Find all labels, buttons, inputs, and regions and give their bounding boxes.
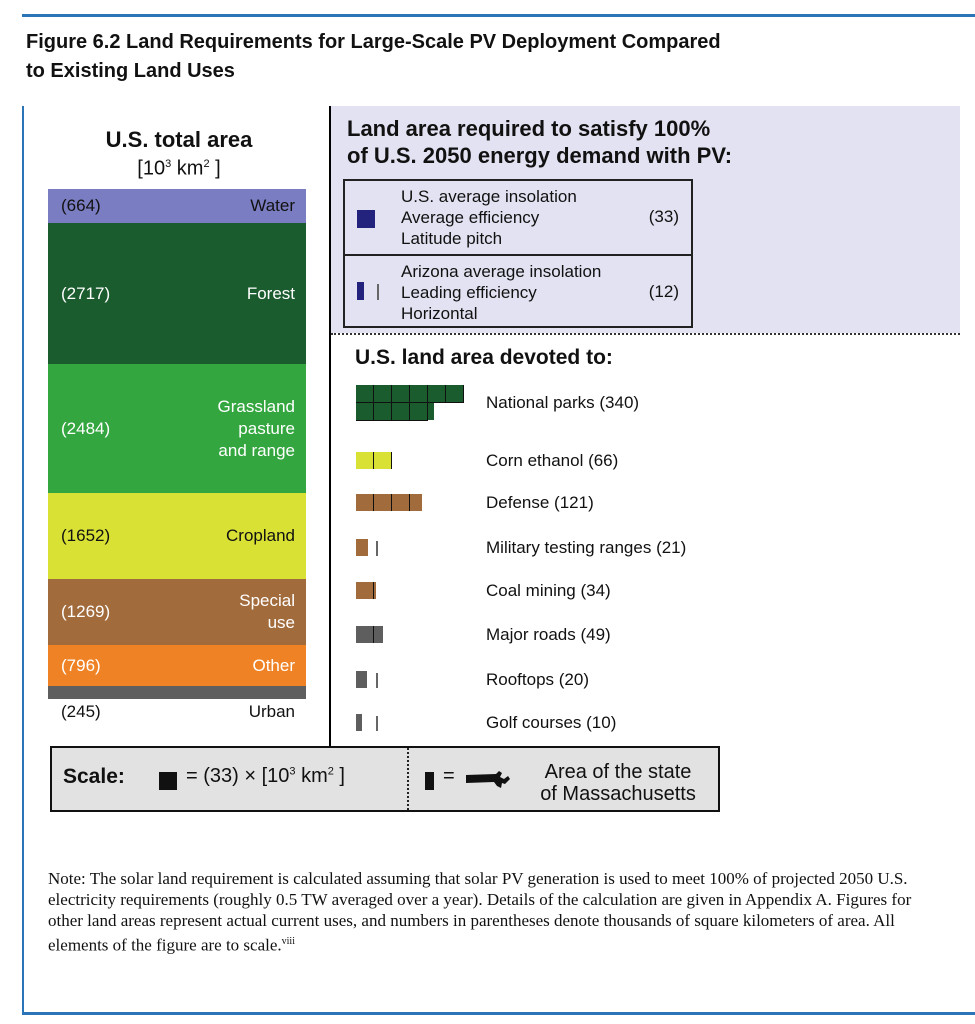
pv-scenario-line: Leading efficiency <box>401 283 537 302</box>
us-area-name-line: Forest <box>246 283 295 303</box>
pv-title-line-1: Land area required to satisfy 100% <box>347 116 711 141</box>
land-use-partial-bar <box>356 714 362 731</box>
us-area-value: (1652) <box>61 526 111 546</box>
land-use-unit-square <box>356 582 374 599</box>
us-total-area-title: U.S. total area <box>105 127 253 152</box>
land-use-label: National parks (340) <box>486 393 640 412</box>
land-use-label: Golf courses (10) <box>486 713 617 732</box>
land-use-partial-bar <box>374 626 383 643</box>
land-use-unit-square <box>356 494 374 511</box>
land-use-unit-square <box>356 385 374 403</box>
massachusetts-icon <box>464 770 512 794</box>
left-rule <box>22 106 24 1012</box>
land-use-unit-square <box>392 403 410 421</box>
us-area-name <box>130 655 295 677</box>
pv-area-sliver <box>377 284 379 300</box>
pv-area-bar <box>357 282 364 300</box>
us-area-name-line: Cropland <box>226 526 295 546</box>
us-area-segment-urban <box>48 686 306 699</box>
figure-title <box>26 28 926 86</box>
us-area-name-line: Other <box>252 655 295 675</box>
pv-scenario-line: Horizontal <box>401 304 478 323</box>
land-use-unit-square <box>392 494 410 511</box>
figure-title-line-1: Figure 6.2 Land Requirements for Large-Scale PV Deployment Compared <box>26 31 721 53</box>
figure-note <box>48 868 938 956</box>
scale-divider <box>407 748 409 810</box>
us-area-value: (796) <box>61 655 101 675</box>
us-area-name-line: use <box>267 613 295 633</box>
us-area-name-line: Water <box>250 196 295 216</box>
land-use-label: Major roads (49) <box>486 625 611 644</box>
pv-scenario-box-1 <box>343 179 693 256</box>
land-use-unit-square <box>392 385 410 403</box>
us-area-name-line: pasture <box>238 418 295 438</box>
land-use-unit-square <box>410 403 428 421</box>
land-use-label: Coal mining (34) <box>486 581 611 600</box>
land-use-unit-square <box>374 385 392 403</box>
us-area-name-line: Grassland <box>217 396 295 416</box>
top-rule <box>22 14 975 17</box>
land-use-unit-square <box>374 403 392 421</box>
us-area-name <box>130 701 295 723</box>
land-uses-title: U.S. land area devoted to: <box>355 346 613 369</box>
us-area-value: (2717) <box>61 283 111 303</box>
scale-unit-square <box>159 772 177 790</box>
us-area-value: (1269) <box>61 602 111 622</box>
pv-title-line-2: of U.S. 2050 energy demand with PV: <box>347 143 733 168</box>
us-area-name-line: Special <box>239 591 295 611</box>
us-area-value: (664) <box>61 196 101 216</box>
us-area-name-line: Urban <box>248 702 295 721</box>
pv-scenario-value: (33) <box>648 207 679 226</box>
land-use-label: Defense (121) <box>486 493 594 512</box>
pv-requirement-title <box>347 115 947 169</box>
us-area-name <box>130 195 295 217</box>
dotted-separator <box>331 333 960 335</box>
figure-title-line-2: to Existing Land Uses <box>26 60 235 82</box>
us-area-name-line: and range <box>218 440 295 460</box>
land-use-ma-sliver <box>376 541 378 556</box>
land-use-ma-sliver <box>376 716 378 731</box>
us-area-value: (2484) <box>61 418 111 438</box>
scale-ma-label <box>518 761 718 805</box>
land-use-unit-square <box>410 385 428 403</box>
land-use-ma-sliver <box>376 673 378 688</box>
land-use-unit-square <box>356 452 374 469</box>
land-use-unit-square <box>374 452 392 469</box>
land-use-unit-square <box>356 403 374 421</box>
scale-equation: = $(33) \times [10^3$ $km^2$ ] <box>186 765 345 787</box>
us-area-name <box>130 590 295 634</box>
land-use-partial-bar <box>410 494 422 511</box>
scale-ma-bar <box>425 772 434 790</box>
pv-area-square <box>357 210 375 228</box>
us-area-name <box>130 283 295 305</box>
pv-scenario-line: Arizona average insolation <box>401 262 602 281</box>
note-text: Note: The solar land requirement is calculated assuming that solar PV generation is used to meet 100% of projected 2050 U.S. electricity requirements (roughly 0.5 TW averaged over a year). Details of the calculation are given in Appendix A. Figures for other land areas represent actual current uses, and numbers in parentheses denote thousands of square kilometers of area. All elements of the figure are to scale. <box>48 869 912 955</box>
pv-scenario-line: Latitude pitch <box>401 229 503 248</box>
land-use-unit-square <box>356 626 374 643</box>
pv-scenario-box-2 <box>343 254 693 328</box>
ma-line-1: Area of the state <box>544 761 692 783</box>
land-use-label: Military testing ranges (21) <box>486 538 687 557</box>
land-use-label: Rooftops (20) <box>486 670 589 689</box>
us-total-area-unit: [$10^3$ $km^2$ ] <box>137 157 221 180</box>
land-use-label: Corn ethanol (66) <box>486 451 619 470</box>
ma-line-2: of Massachusetts <box>540 783 696 805</box>
us-area-name <box>130 525 295 547</box>
land-use-unit-square <box>428 385 446 403</box>
land-use-partial-bar <box>356 671 367 688</box>
land-use-unit-square <box>374 494 392 511</box>
us-area-value: (245) <box>61 702 101 721</box>
land-use-unit-square <box>446 385 464 403</box>
scale-label: Scale: <box>63 765 125 788</box>
pv-scenario-line: U.S. average insolation <box>401 187 577 206</box>
bottom-rule <box>22 1012 975 1015</box>
land-use-partial-bar <box>374 582 376 599</box>
pv-scenario-value: (12) <box>648 282 679 301</box>
land-use-partial-bar <box>428 403 434 420</box>
scale-equals: = <box>443 765 455 787</box>
land-use-partial-bar <box>356 539 368 556</box>
us-area-name <box>130 396 295 462</box>
note-superscript: viii <box>281 936 295 947</box>
pv-scenario-line: Average efficiency <box>401 208 540 227</box>
